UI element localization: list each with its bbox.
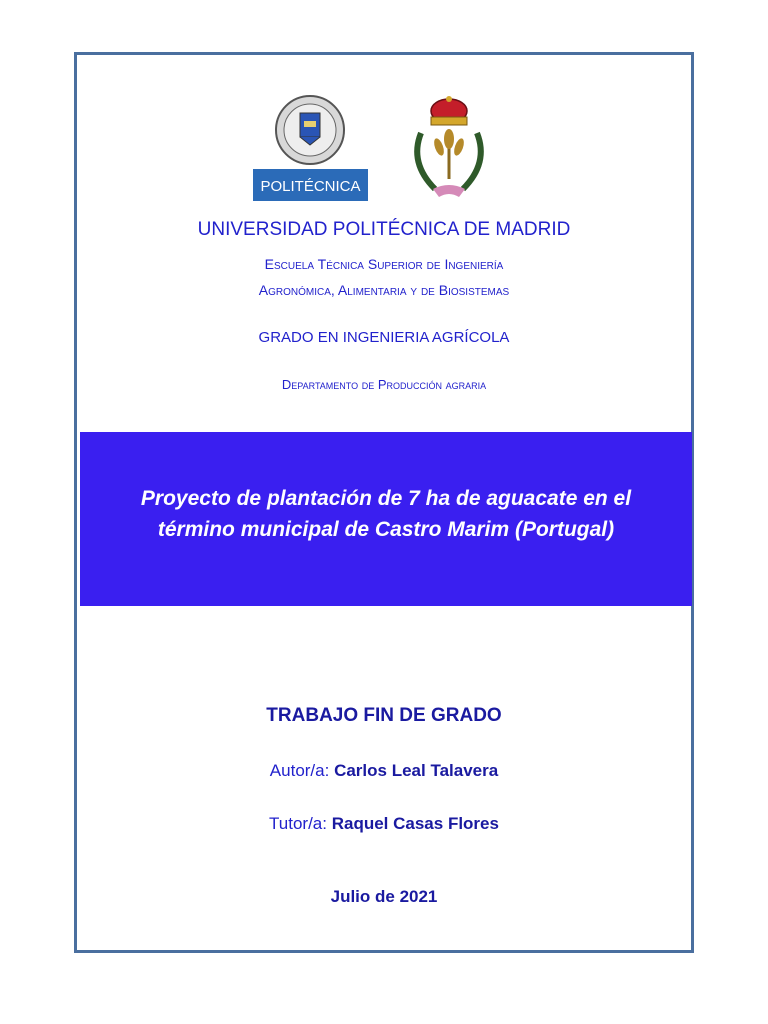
school-line-1: Escuela Técnica Superior de Ingeniería xyxy=(264,256,504,272)
upm-wordmark: POLITÉCNICA xyxy=(260,178,361,195)
author-label: Autor/a: xyxy=(269,761,330,780)
degree-name: GRADO EN INGENIERIA AGRÍCOLA xyxy=(258,329,510,346)
tutor-line xyxy=(77,814,691,834)
university-name: UNIVERSIDAD POLITÉCNICA DE MADRID xyxy=(197,219,571,240)
upm-seal-icon xyxy=(253,93,368,201)
author-name: Carlos Leal Talavera xyxy=(334,761,499,780)
project-title: Proyecto de plantación de 7 ha de aguacate en el término municipal de Castro Marim (Portugal) xyxy=(140,487,632,541)
cover-frame xyxy=(74,52,694,953)
work-type: TRABAJO FIN DE GRADO xyxy=(266,705,502,726)
title-band xyxy=(80,432,692,606)
agronomy-crest-icon xyxy=(403,93,495,201)
school-name xyxy=(77,251,691,303)
tutor-label: Tutor/a: xyxy=(269,814,327,833)
school-line-2: Agronómica, Alimentaria y de Biosistemas xyxy=(258,282,510,298)
logos-row xyxy=(77,93,691,203)
department-name: Departamento de Producción agraria xyxy=(281,377,487,392)
author-line xyxy=(77,761,691,781)
tutor-name: Raquel Casas Flores xyxy=(331,814,499,833)
submission-date: Julio de 2021 xyxy=(330,887,438,906)
